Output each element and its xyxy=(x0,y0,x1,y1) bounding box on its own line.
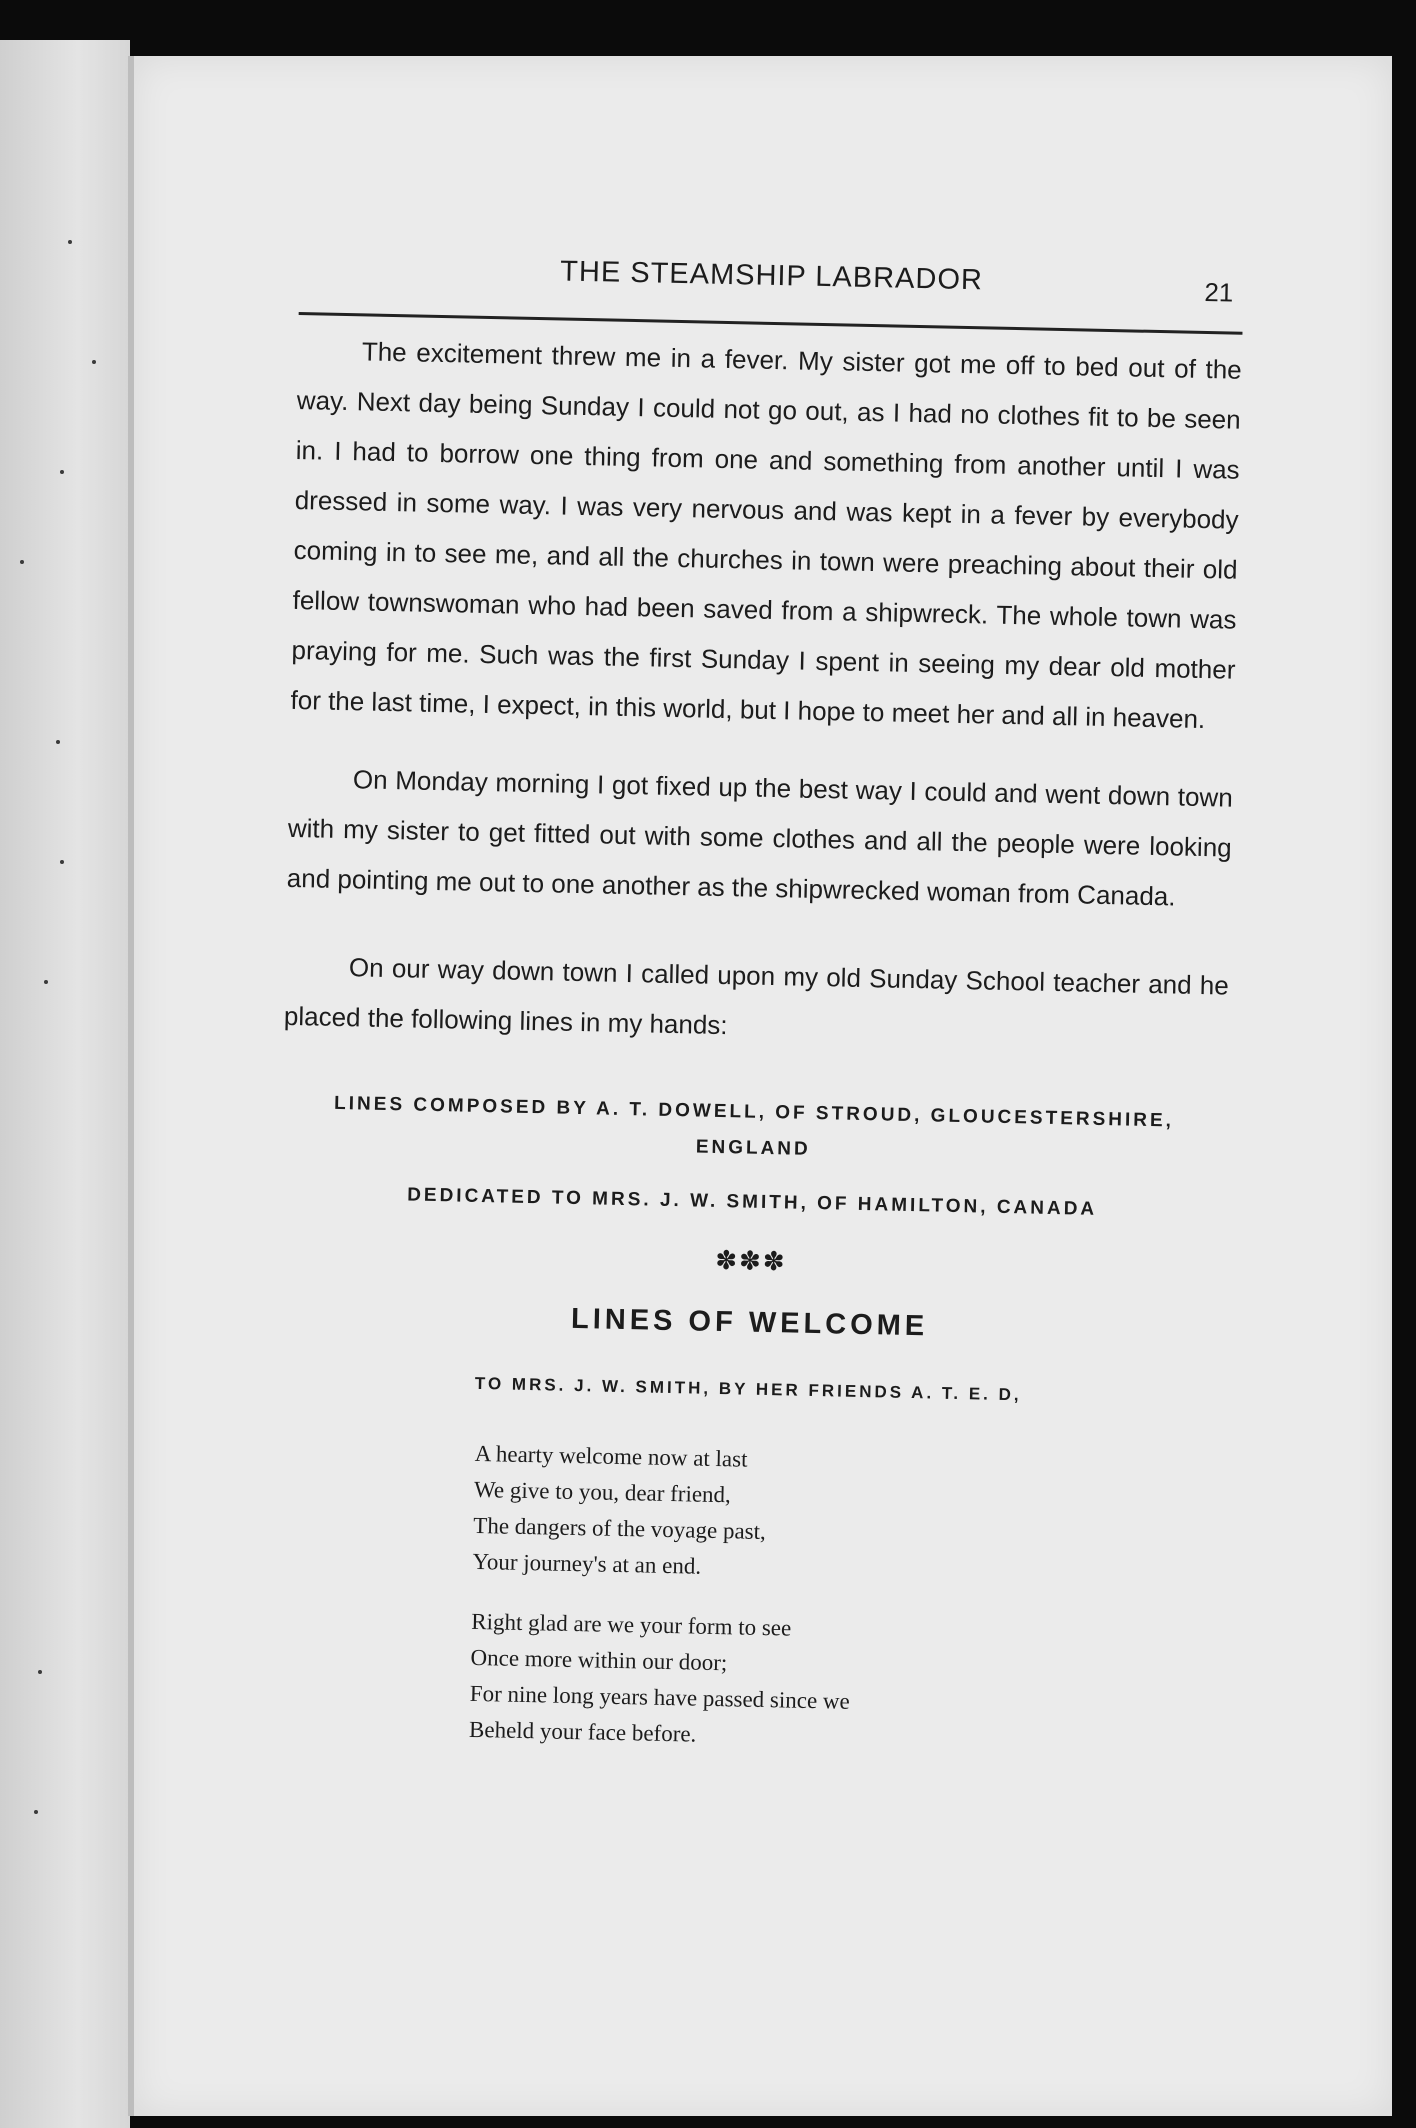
verse-line: Beheld your face before. xyxy=(468,1716,697,1747)
page-speck xyxy=(60,860,64,864)
verse-line: We give to you, dear friend, xyxy=(473,1476,732,1508)
body-paragraph: On Monday morning I got fixed up the best way I could and went down town with my sister to get fitted out with some clothes and all the people were looking and pointing me out to one another as the shipwrecked woman from Canada. xyxy=(286,764,1234,912)
poem-title: LINES OF WELCOME xyxy=(570,1302,929,1343)
verse-line: Once more within our door; xyxy=(470,1644,728,1676)
verse-line: Right glad are we your form to see xyxy=(471,1608,792,1641)
body-paragraph: The excitement threw me in a fever. My sister got me off to bed out of the way. Next day being Sunday I could not go out, as I had no clothes fit to be seen in. I had to borrow one thing from one and something from another until I was dressed in some way. I was very nervous and was kept in a fever by everybody coming in to see me, and all the churches in town were preaching about their old fellow townswoman who had been saved from a shipwreck. The whole town was praying for me. Such was the first Sunday I spent in seeing my dear old mother for the last time, I expect, in this world, but I hope to meet her and all in heaven. xyxy=(290,336,1243,735)
page-speck xyxy=(92,360,96,364)
poem-stanza xyxy=(469,1604,1216,1764)
verse-line: The dangers of the voyage past, xyxy=(473,1512,767,1545)
page-speck xyxy=(44,980,48,984)
page-speck xyxy=(20,560,24,564)
composer-credit: LINES COMPOSED BY A. T. DOWELL, OF STROUD, GLOUCESTERSHIRE, ENGLAND xyxy=(333,1092,1175,1160)
facing-page-edge xyxy=(0,40,130,2128)
page-speck xyxy=(34,1810,38,1814)
poem-subtitle: TO MRS. J. W. SMITH, BY HER FRIENDS A. T. E. D, xyxy=(474,1373,1022,1405)
ornament-divider: ✽✽✽ xyxy=(714,1245,787,1277)
page-content xyxy=(269,250,1244,1763)
page-number: 21 xyxy=(1204,276,1234,308)
page-speck xyxy=(60,470,64,474)
page-speck xyxy=(56,740,60,744)
running-head: THE STEAMSHIP LABRADOR xyxy=(559,255,984,297)
body-paragraph: On our way down town I called upon my old Sunday School teacher and he placed the following lines in my hands: xyxy=(283,952,1230,1041)
verse-line: Your journey's at an end. xyxy=(472,1548,702,1579)
page-speck xyxy=(68,240,72,244)
dedication: DEDICATED TO MRS. J. W. SMITH, OF HAMILTON, CANADA xyxy=(406,1184,1098,1220)
page-speck xyxy=(38,1670,42,1674)
verse-line: A hearty welcome now at last xyxy=(474,1440,748,1472)
verse-line: For nine long years have passed since we xyxy=(469,1680,851,1714)
poem-stanza xyxy=(472,1436,1219,1596)
